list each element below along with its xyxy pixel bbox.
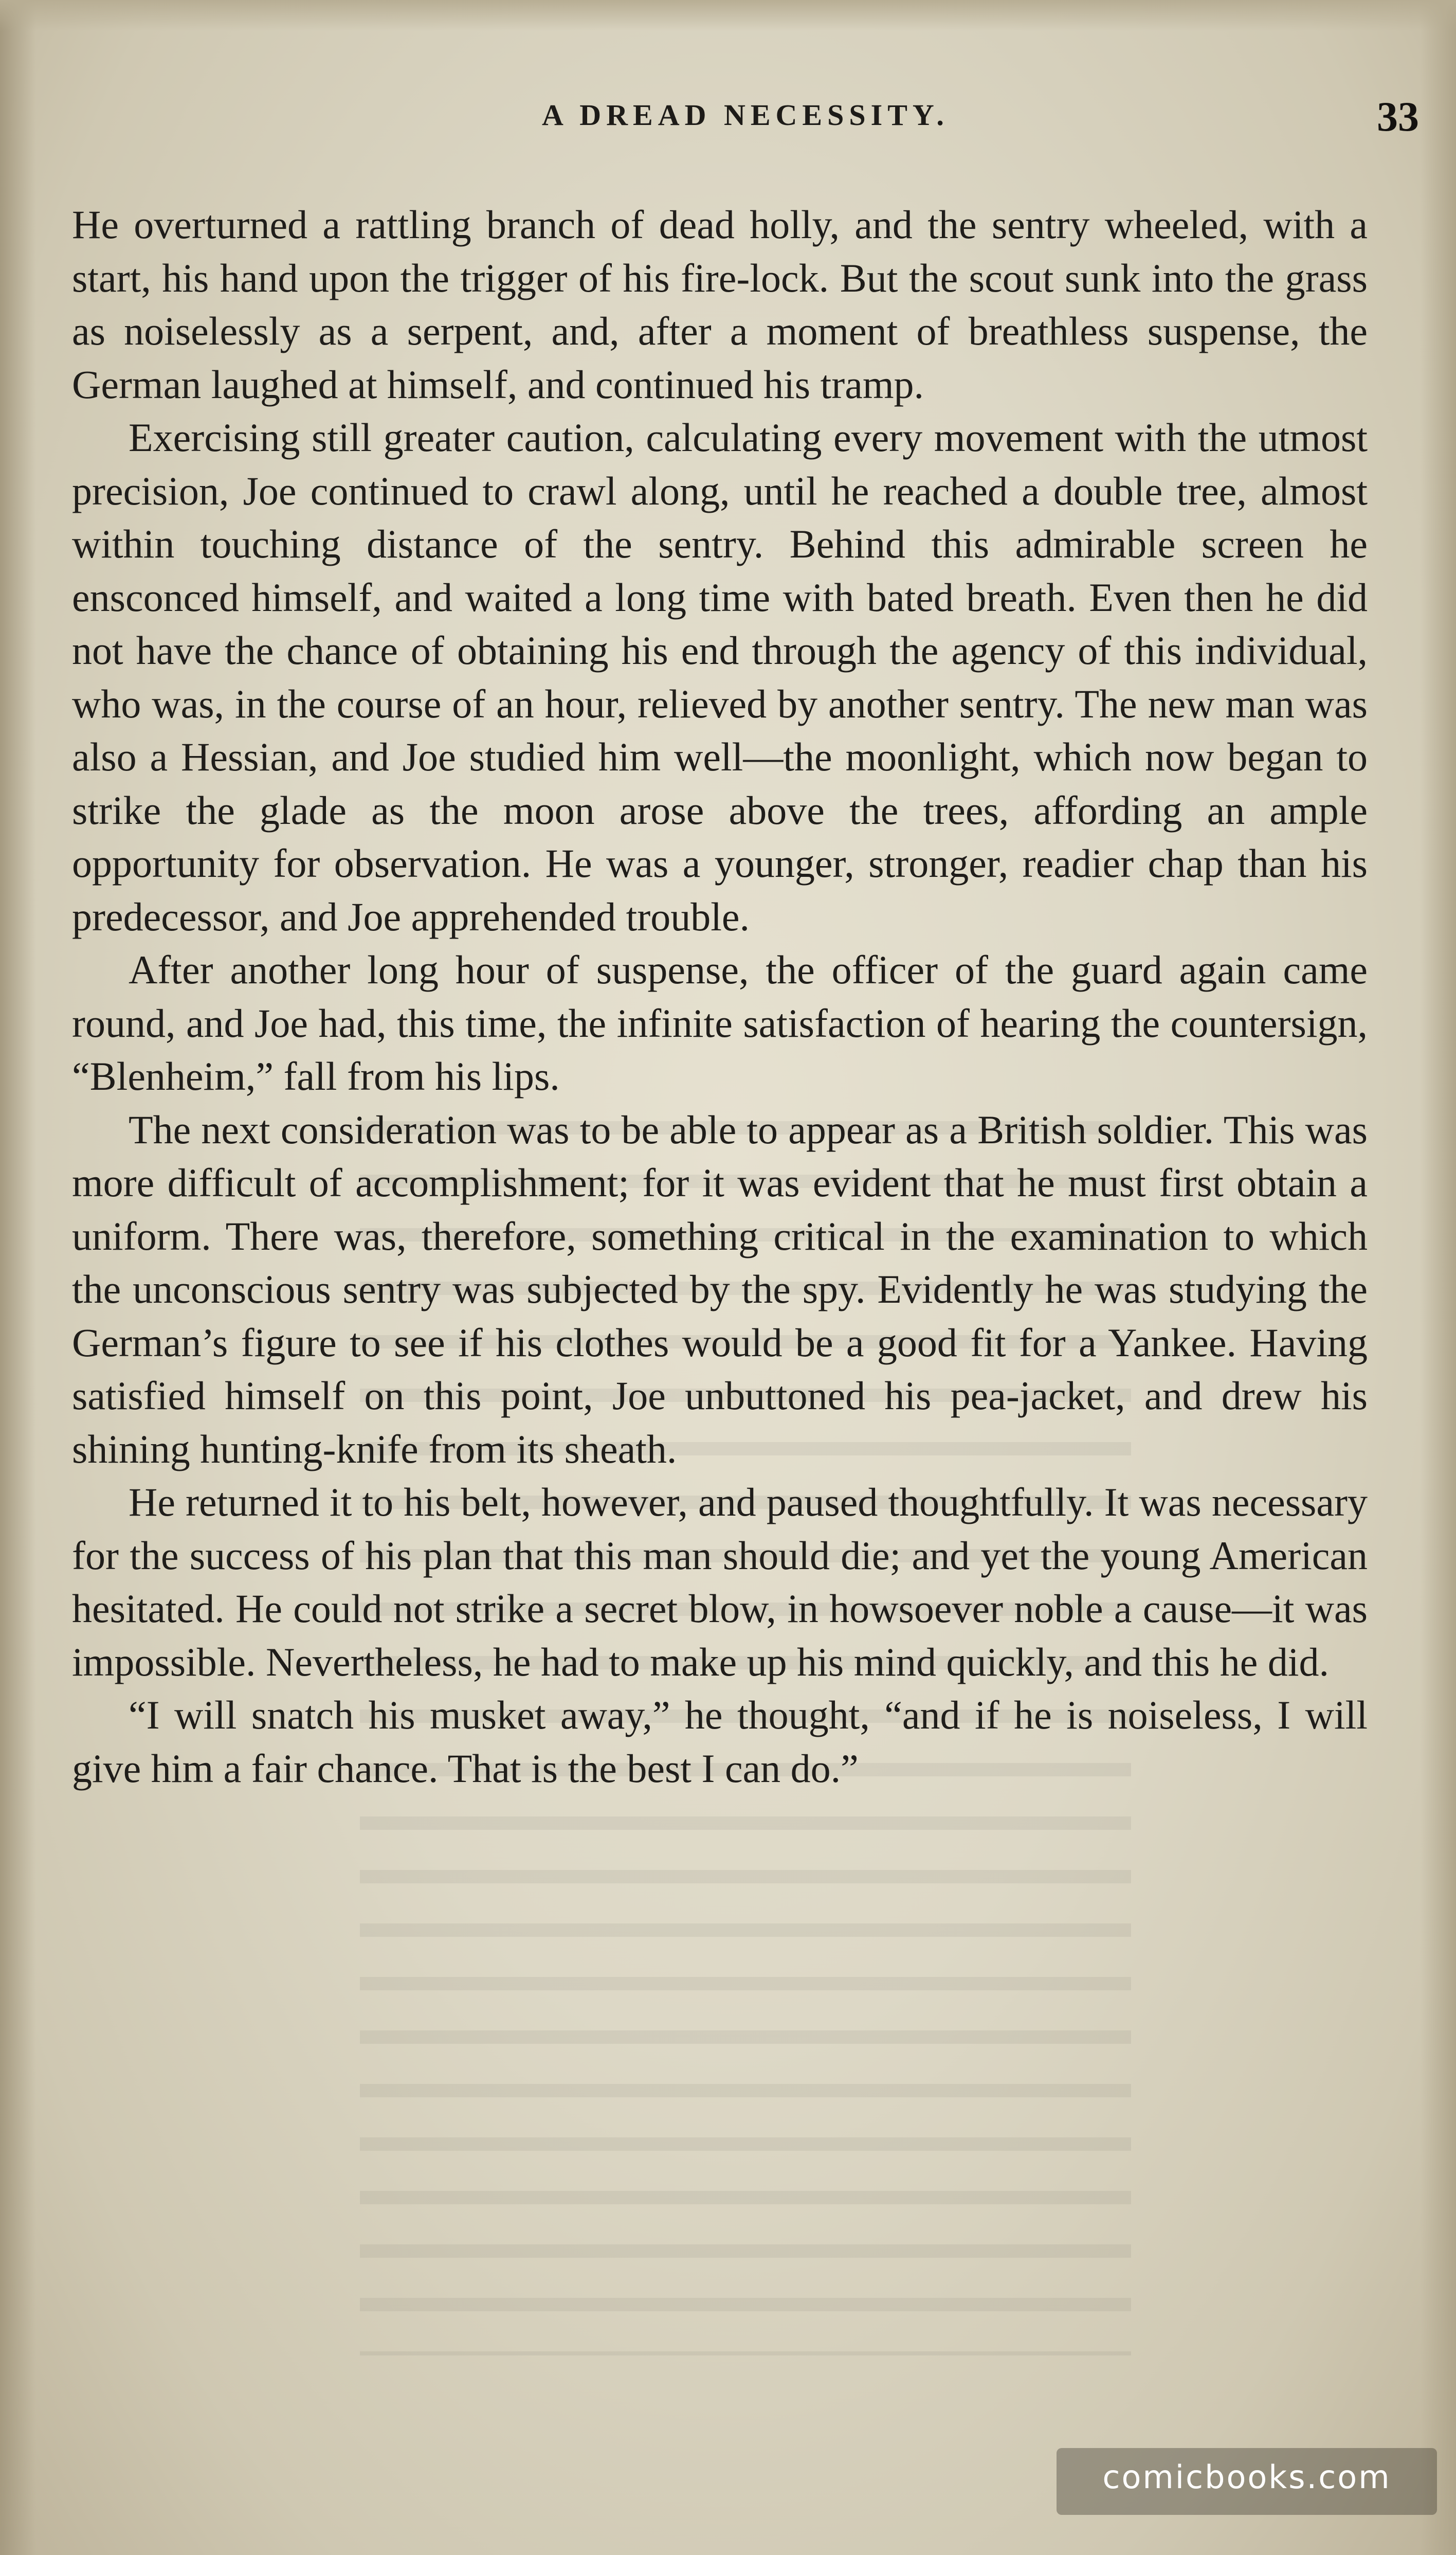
page-shadow-left [0,0,36,2555]
page-number: 33 [1377,93,1419,140]
running-head: A DREAD NECESSITY. [542,98,949,132]
watermark-badge [1057,2448,1437,2515]
watermark-text: comicbooks.com [1102,2458,1391,2496]
page-shadow-right [1420,0,1456,2555]
paragraph: “I will snatch his musket away,” he thought, “and if he is noiseless, I will give him a fair chance. That is the best I can do.” [72,1693,1368,1791]
paragraph: Exercising still greater caution, calculating every movement with the utmost precision, Joe continued to crawl along, until he reached a double tree, almost within touching distance of the sentry. Behind this admirable screen he ensconced himself, and waited a long time with bated breath. Even then he did not have the chance of obtaining his end through the agency of this individual, who was, in the course of an hour, relieved by another sentry. The new man was also a Hessian, and Joe studied him well—the moonlight, which now began to strike the glade as the moon arose above the trees, affording an ample opportunity for observation. He was a younger, stronger, readier chap than his predecessor, and Joe apprehended trouble. [72,415,1368,939]
paragraph: He overturned a rattling branch of dead holly, and the sentry wheeled, with a start, his hand upon the trigger of his fire-lock. But the scout sunk into the grass as noiselessly as a serpent, and, after a moment of breathless suspense, the German laughed at himself, and continued his tramp. [72,202,1368,407]
page-header [72,93,1419,154]
paragraph: After another long hour of suspense, the officer of the guard again came round, and Joe had, this time, the infinite satisfaction of hearing the countersign, “Blenheim,” fall from his lips. [72,947,1368,1099]
page-shadow-top [0,0,1456,31]
paragraph: The next consideration was to be able to appear as a British soldier. This was more difficult of accomplishment; for it was evident that he must first obtain a uniform. There was, therefore, something critical in the examination to which the unconscious sentry was subjected by the spy. Evidently he was studying the German’s figure to see if his clothes would be a good fit for a Yankee. Having satisfied himself on this point, Joe unbuttoned his pea-jacket, and drew his shining hunting-knife from its sheath. [72,1107,1368,1471]
paragraph: He returned it to his belt, however, and paused thoughtfully. It was necessary for the success of his plan that this man should die; and yet the young American hesitated. He could not strike a secret blow, in howsoever noble a cause—it was impossible. Nevertheless, he had to make up his mind quickly, and this he did. [72,1480,1368,1684]
body-text [72,198,1368,1795]
